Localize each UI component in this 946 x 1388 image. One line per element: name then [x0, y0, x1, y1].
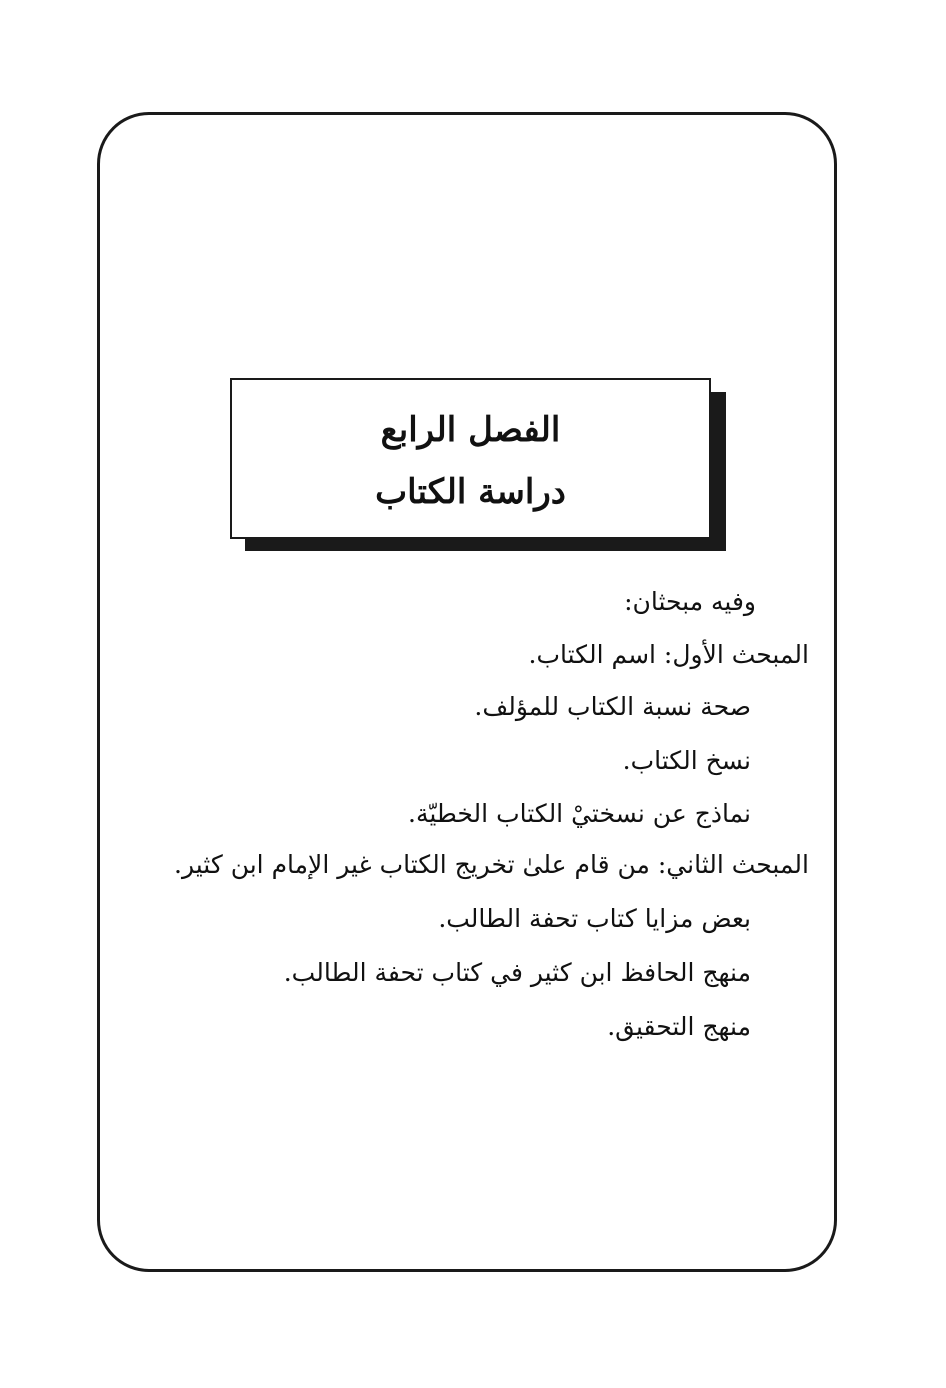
- intro-text: وفيه مبحثان:: [624, 587, 756, 616]
- section-1-heading: المبحث الأول: اسم الكتاب.: [528, 640, 809, 669]
- section-2-item: منهج الحافظ ابن كثير في كتاب تحفة الطالب.: [283, 958, 751, 987]
- section-1-item: نسخ الكتاب.: [622, 746, 751, 775]
- section-2-item: منهج التحقيق.: [607, 1012, 751, 1041]
- section-1-item: نماذج عن نسختيْ الكتاب الخطيّة.: [408, 799, 751, 828]
- chapter-number-heading: الفصل الرابع: [380, 410, 561, 450]
- chapter-title-box: [230, 378, 711, 539]
- section-2-heading: المبحث الثاني: من قام علىٰ تخريج الكتاب غير الإمام ابن كثير.: [174, 850, 809, 879]
- section-2-item: بعض مزايا كتاب تحفة الطالب.: [438, 904, 751, 933]
- chapter-title-heading: دراسة الكتاب: [375, 472, 566, 512]
- section-1-item: صحة نسبة الكتاب للمؤلف.: [474, 692, 751, 721]
